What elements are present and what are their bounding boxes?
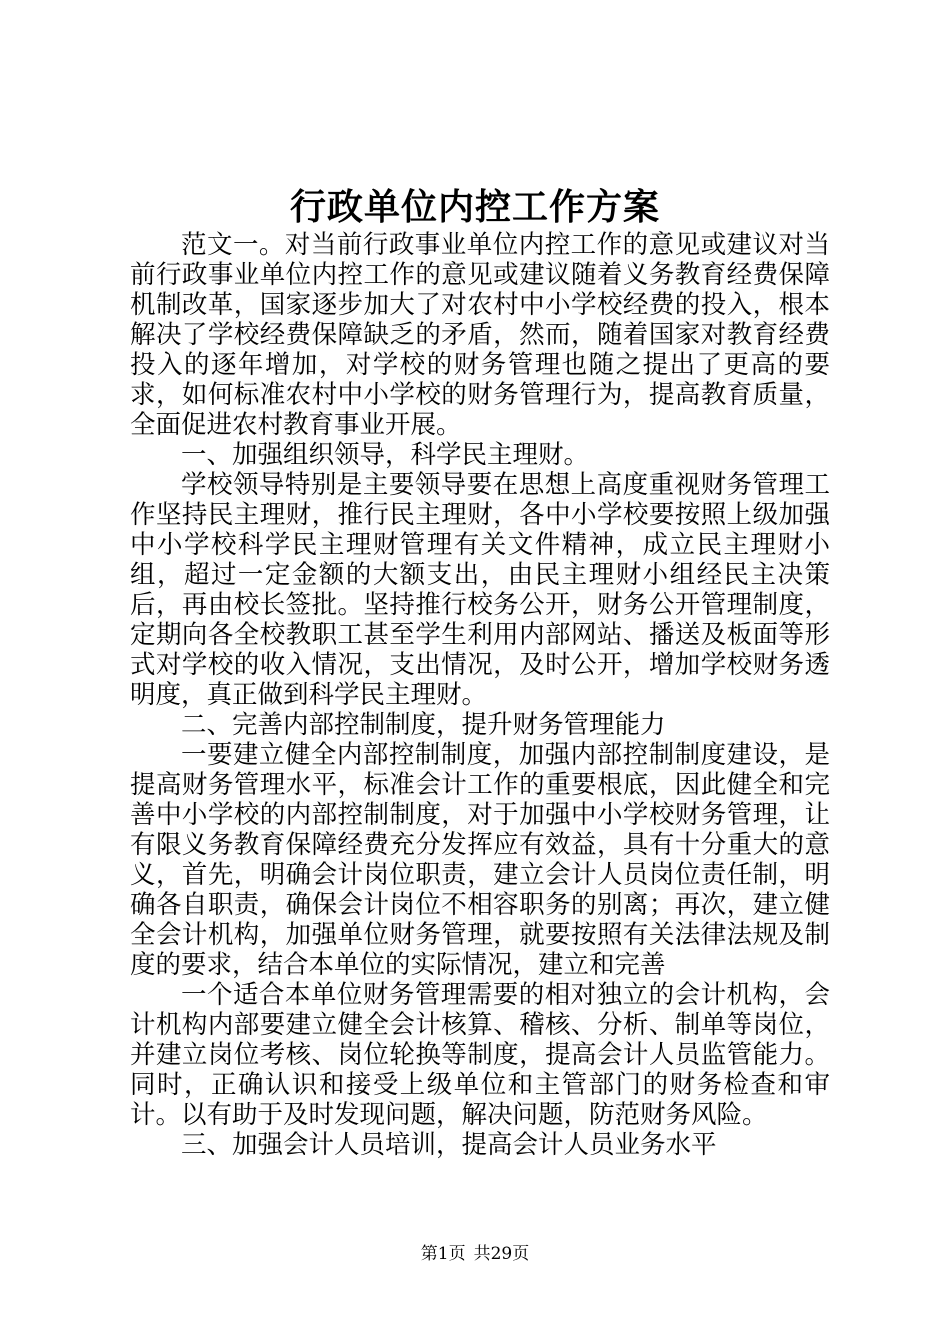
- document-body: [130, 230, 830, 1160]
- document-title: 行政单位内控工作方案: [289, 186, 660, 228]
- paragraph-intro: 范文一。对当前行政事业单位内控工作的意见或建议对当前行政事业单位内控工作的意见或建议随着义务教育经费保障机制改革，国家逐步加大了对农村中小学校经费的投入，根本解决了学校经费保障缺乏的矛盾，然而，随着国家对教育经费投入的逐年增加，对学校的财务管理也随之提出了更高的要求，如何标准农村中小学校的财务管理行为，提高教育质量，全面促进农村教育事业开展。: [130, 230, 830, 440]
- section-heading-2: 二、完善内部控制制度，提升财务管理能力: [181, 710, 666, 740]
- section-heading-1: 一、加强组织领导，科学民主理财。: [181, 440, 590, 470]
- paragraph-section-2b: 一个适合本单位财务管理需要的相对独立的会计机构，会计机构内部要建立健全会计核算、稽核、分析、制单等岗位，并建立岗位考核、岗位轮换等制度，提高会计人员监管能力。同时，正确认识和接受上级单位和主管部门的财务检查和审计。以有助于及时发现问题，解决问题，防范财务风险。: [130, 980, 830, 1130]
- page-footer: [0, 1242, 950, 1266]
- paragraph-section-1: 学校领导特别是主要领导要在思想上高度重视财务管理工作坚持民主理财，推行民主理财，各中小学校要按照上级加强中小学校科学民主理财管理有关文件精神，成立民主理财小组，超过一定金额的大额支出，由民主理财小组经民主决策后，再由校长签批。坚持推行校务公开，财务公开管理制度，定期向各全校教职工甚至学生利用内部网站、播送及板面等形式对学校的收入情况，支出情况，及时公开，增加学校财务透明度，真正做到科学民主理财。: [130, 470, 830, 710]
- page-number-total: 共29页: [473, 1244, 530, 1264]
- paragraph-section-2a: 一要建立健全内部控制制度，加强内部控制制度建设，是提高财务管理水平，标准会计工作的重要根底，因此健全和完善中小学校的内部控制制度，对于加强中小学校财务管理，让有限义务教育保障经费充分发挥应有效益，具有十分重大的意义，首先，明确会计岗位职责，建立会计人员岗位责任制，明确各自职责，确保会计岗位不相容职务的别离；再次，建立健全会计机构，加强单位财务管理，就要按照有关法律法规及制度的要求，结合本单位的实际情况，建立和完善: [130, 740, 830, 980]
- section-heading-3: 三、加强会计人员培训，提高会计人员业务水平: [181, 1130, 717, 1160]
- page-number-current: 第1页: [420, 1244, 466, 1264]
